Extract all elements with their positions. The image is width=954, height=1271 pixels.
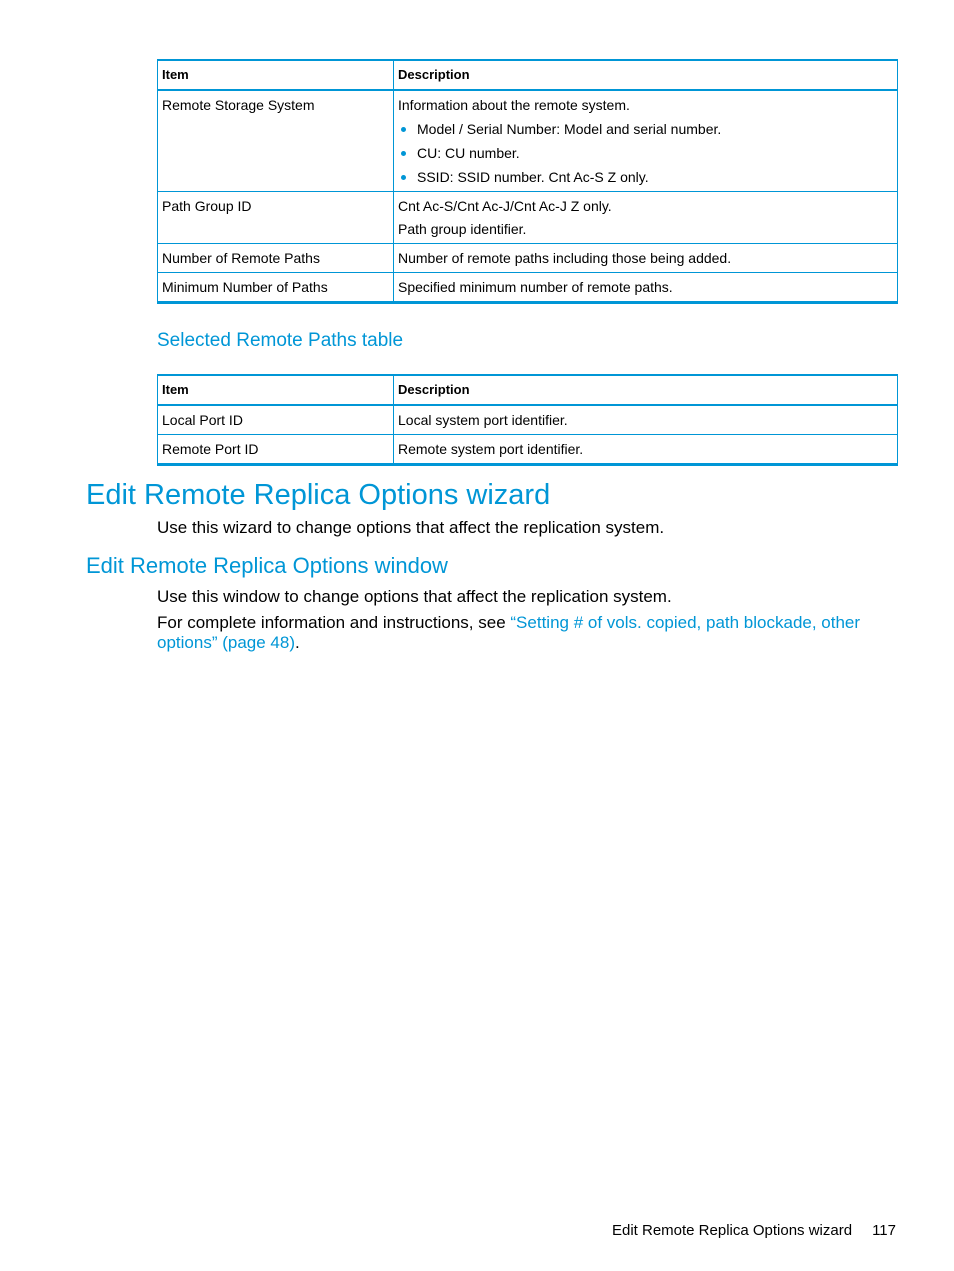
- cross-reference-link[interactable]: “Setting # of vols. copied, path blockade, other options” (page 48): [157, 613, 861, 652]
- column-header-item: Item: [158, 375, 394, 405]
- selected-remote-paths-heading: Selected Remote Paths table: [157, 330, 404, 351]
- row-description: Number of remote paths including those being added.: [394, 244, 898, 273]
- footer-title: Edit Remote Replica Options wizard: [611, 1222, 853, 1239]
- table-header-row: [158, 375, 898, 405]
- info-suffix: .: [294, 633, 300, 652]
- list-item: Model / Serial Number: Model and serial number.: [417, 120, 893, 138]
- column-header-description: Description: [394, 60, 898, 90]
- remote-path-details-table: [157, 59, 898, 304]
- window-heading: Edit Remote Replica Options window: [86, 553, 448, 578]
- row-item: Minimum Number of Paths: [158, 273, 394, 303]
- description-text: Path group identifier.: [398, 221, 527, 237]
- list-item: CU: CU number.: [417, 144, 893, 162]
- table-row: [158, 90, 898, 192]
- selected-remote-paths-table: [157, 374, 898, 466]
- row-item: Local Port ID: [158, 405, 394, 435]
- table-row: [158, 192, 898, 244]
- row-description: [394, 192, 898, 244]
- info-prefix: For complete information and instructions, see: [157, 613, 511, 632]
- table-row: [158, 244, 898, 273]
- info-paragraph: [157, 613, 887, 653]
- description-text: Information about the remote system.: [398, 97, 630, 113]
- wizard-description: Use this wizard to change options that affect the replication system.: [157, 518, 665, 537]
- table-header-row: [158, 60, 898, 90]
- column-header-item: Item: [158, 60, 394, 90]
- table-row: [158, 273, 898, 303]
- page-number: 117: [872, 1222, 896, 1239]
- column-header-description: Description: [394, 375, 898, 405]
- bullet-list: [398, 120, 893, 186]
- description-text: Cnt Ac-S/Cnt Ac-J/Cnt Ac-J Z only.: [398, 198, 612, 214]
- table-row: [158, 405, 898, 435]
- row-description: Local system port identifier.: [394, 405, 898, 435]
- wizard-heading: Edit Remote Replica Options wizard: [86, 479, 551, 511]
- row-description: Remote system port identifier.: [394, 435, 898, 465]
- row-item: Remote Storage System: [158, 90, 394, 192]
- page-footer: [612, 1222, 896, 1239]
- row-item: Number of Remote Paths: [158, 244, 394, 273]
- row-item: Remote Port ID: [158, 435, 394, 465]
- table-row: [158, 435, 898, 465]
- row-item: Path Group ID: [158, 192, 394, 244]
- window-description: Use this window to change options that affect the replication system.: [157, 587, 672, 606]
- row-description: Specified minimum number of remote paths.: [394, 273, 898, 303]
- list-item: SSID: SSID number. Cnt Ac-S Z only.: [417, 168, 893, 186]
- row-description: [394, 90, 898, 192]
